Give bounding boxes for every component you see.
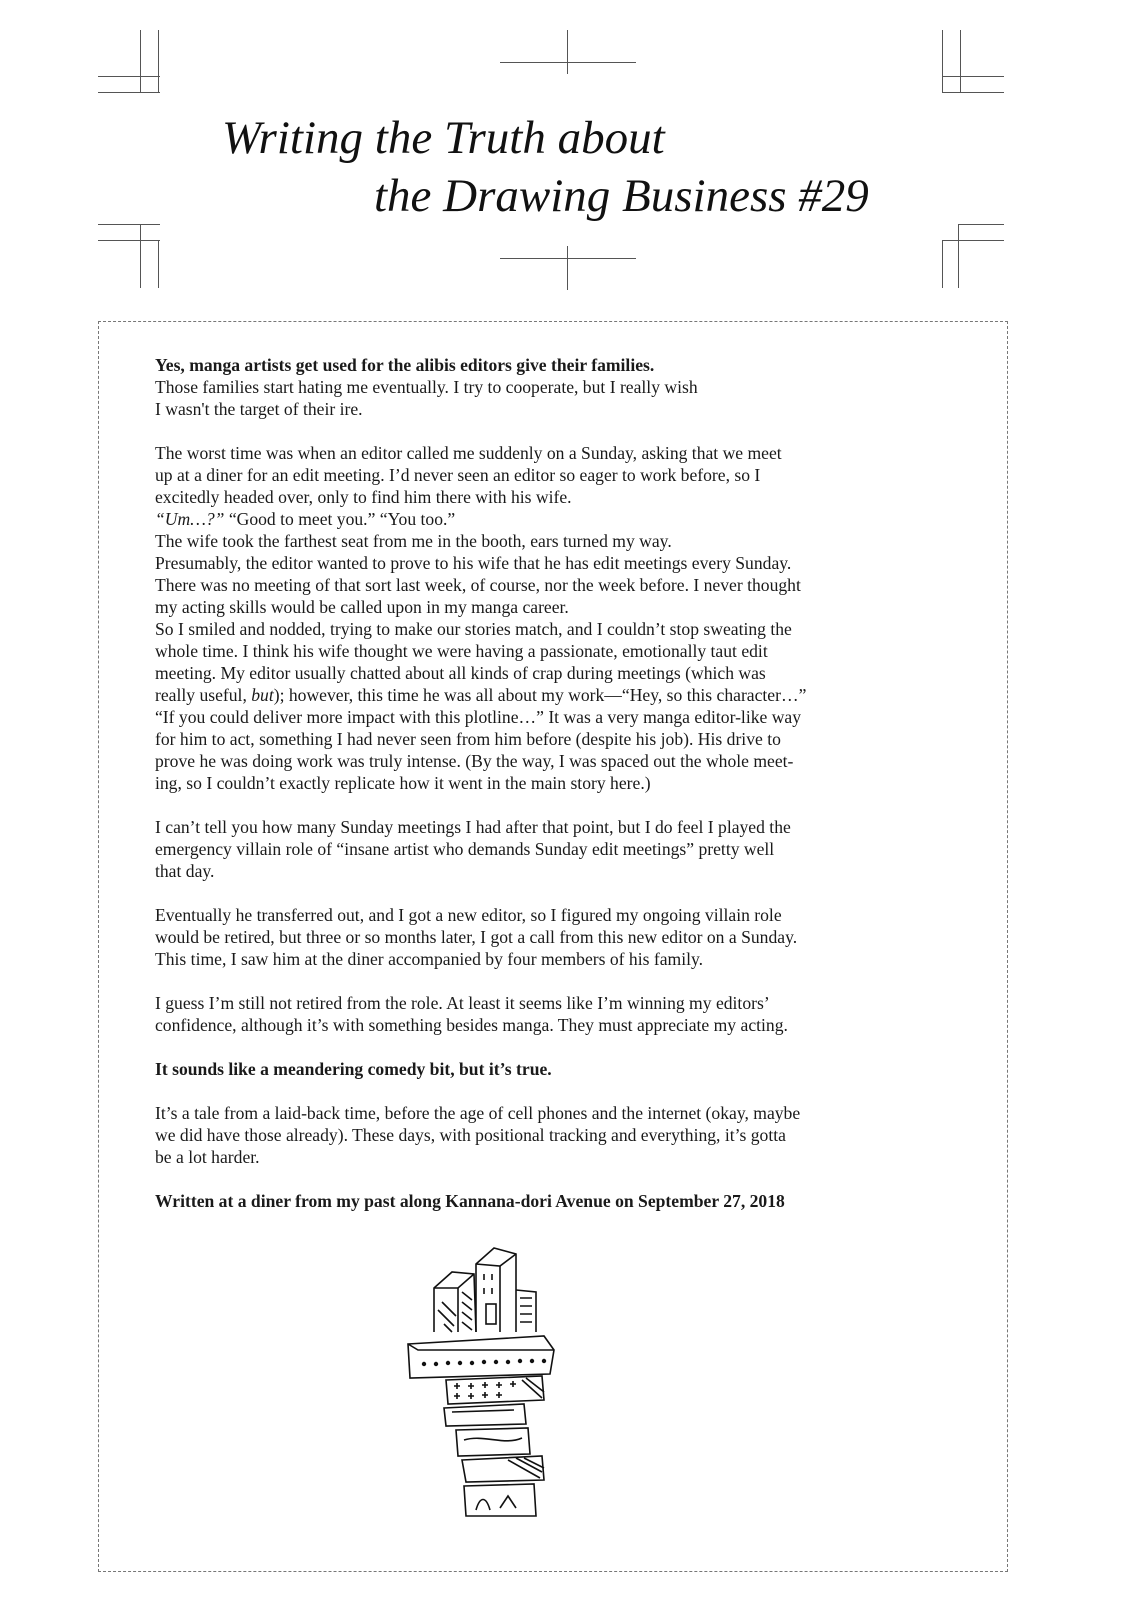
- story-paragraph: The worst time was when an editor called me suddenly on a Sunday, asking that we meet up at a diner for an edit meeting. I’d never seen an editor so eager to work before, so I excitedly headed over, only to find him there with his wife. “Um…?” “Good to meet you.” “You too.” The wife took the farthest seat from me in the booth, ears turned my way. Presumably, the editor wanted to prove to his wife that he has edit meetings every Sunday. There was no meeting of that sort last week, of course, nor the week before. I never thought my acting skills would be called upon in my manga career. So I smiled and nodded, trying to make our stories match, and I couldn’t stop sweating the whole time. I think his wife thought we were having a passionate, emotionally taut edit meeting. My editor usually chatted about all kinds of crap during meetings (which was really useful, but); however, this time he was all about my work—“Hey, so this character…” “If you could deliver more impact with this plotline…” It was a very manga editor-like way for him to act, something I had never seen from him before (despite his job). His drive to prove he was doing work was truly intense. (By the way, I was spaced out the whole meet- ing, so I couldn’t exactly replicate how it went in the main story here.): [155, 443, 807, 793]
- bold-true-line: It sounds like a meandering comedy bit, but it’s true.: [155, 1059, 552, 1079]
- signature-line: Written at a diner from my past along Kannana-dori Avenue on September 27, 2018: [155, 1191, 785, 1211]
- transfer-paragraph: Eventually he transferred out, and I got a new editor, so I figured my ongoing villain role would be retired, but three or so months later, I got a call from this new editor on a Sunday. This time, I saw him at the diner accompanied by four members of his family.: [155, 905, 798, 969]
- tale-paragraph: It’s a tale from a laid-back time, before the age of cell phones and the internet (okay, maybe we did have those already). These days, with positional tracking and everything, it’s gotta be a lot harder.: [155, 1103, 801, 1167]
- sunday-paragraph: I can’t tell you how many Sunday meetings I had after that point, but I do feel I played the emergency villain role of “insane artist who demands Sunday edit meetings” pretty well that day.: [155, 817, 791, 881]
- retired-paragraph: I guess I’m still not retired from the role. At least it seems like I’m winning my editors’ confidence, although it’s with something besides manga. They must appreciate my acting.: [155, 993, 788, 1035]
- essay-body: [155, 354, 955, 1234]
- title-line-1: Writing the Truth about: [222, 112, 665, 164]
- essay-heading: Yes, manga artists get used for the alibis editors give their families.: [155, 355, 655, 375]
- title-line-2: the Drawing Business #29: [374, 170, 869, 222]
- intro-paragraph: Those families start hating me eventually. I try to cooperate, but I really wish I wasn't the target of their ire.: [155, 377, 698, 419]
- dialogue-um: “Um…?”: [155, 509, 225, 529]
- stacked-buildings-drawing-icon: [404, 1240, 564, 1518]
